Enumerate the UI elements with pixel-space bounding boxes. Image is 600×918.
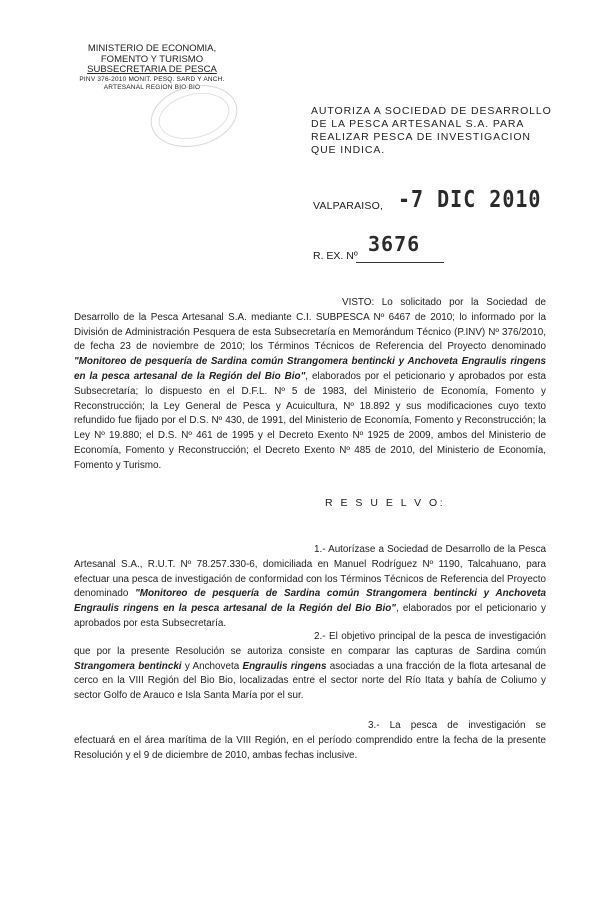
visto-paragraph (74, 296, 546, 474)
resolution-number: 3676 (368, 232, 421, 256)
article-2 (74, 630, 546, 704)
resolution-subject: AUTORIZA A SOCIEDAD DE DESARROLLO DE LA PESCA ARTESANAL S.A. PARA REALIZAR PESCA DE INVESTIGACION QUE INDICA. (311, 105, 552, 156)
article-1-text-a: 1.- Autorízase a Sociedad de Desarrollo de la Pesca Artesanal S.A., R.U.T. Nº 78.257.330-6, domiciliada en Manuel Rodríguez Nº 1190, Talcahuano, para efectuar una pesca de investigación de conformidad con los Términos Técnicos de Referencia del Proyecto denominado (74, 544, 546, 600)
ministry-division: FOMENTO Y TURISMO (100, 53, 204, 65)
place-label: VALPARAISO, (313, 200, 384, 212)
article-2-text-b: y Anchoveta (181, 660, 243, 672)
date-stamp: -7 DIC 2010 (398, 185, 542, 213)
project-title: "Monitoreo de pesquería de Sardina común Strangomera bentincki y Anchoveta Engraulis ringens en la pesca artesanal de la Región del Bio Bio" (74, 356, 546, 382)
resolution-label: R. EX. Nº (313, 250, 358, 262)
project-region: ARTESANAL REGION BIO BIO (103, 83, 201, 91)
ministry-name: MINISTERIO DE ECONOMIA, (87, 43, 217, 54)
article-3: 3.- La pesca de investigación se efectuará en el área marítima de la VIII Región, en el período comprendido entre la fecha de la presente Resolución y el 9 de diciembre de 2010, ambas fechas inclusive. (74, 720, 546, 761)
article-1-text-b: , elaborados por el peticionario y aprobados por esta Subsecretaría. (74, 603, 546, 629)
visto-text-b: , elaborados por el peticionario y aprobados por esta Subsecretaría; lo dispuesto en el D.F.L. Nº 5 de 1983, del Ministerio de Economía, Fomento y Reconstrucción; la Ley General de Pesca y Acuicultura, Nº 18.892 y sus modificaciones cuyo texto refundido fue fijado por el D.S. Nº 430, de 1991, del Ministerio de Economía, Fomento y Reconstrucción; la Ley Nº 19.880; el D.S. Nº 461 de 1995 y el Decreto Exento Nº 1925 de 2009, ambos del Ministerio de Economía, Fomento y Reconstrucción; el Decreto Exento Nº 485 de 2010, del Ministerio de Economía, Fomento y Turismo. (74, 370, 546, 471)
article-2-text-a: 2.- El objetivo principal de la pesca de investigación que por la presente Resolución se autoriza consiste en comparar las capturas de Sardina común (74, 631, 546, 657)
subsecretaria-name: SUBSECRETARIA DE PESCA (87, 64, 217, 75)
species-anchoveta: Engraulis ringens (242, 660, 327, 672)
article-1-project-title: "Monitoreo de pesquería de Sardina común Strangomera bentincki y Anchoveta Engraulis ringens en la pesca artesanal de la Región del Bio Bio" (74, 588, 546, 615)
project-code: PINV 376-2010 MONIT. PESQ. SARD Y ANCH. (79, 75, 225, 83)
resuelvo-heading: R E S U E L V O: (325, 497, 446, 509)
species-sardina: Strangomera bentincki (74, 660, 182, 672)
resolution-number-line (356, 262, 444, 263)
article-2-text-c: asociadas a una fracción de la flota artesanal de cerco en la VIII Región del Bio Bio, localizadas entre el sector norte del Río Itata y bahía de Coliumo y sector Golfo de Arauco e Isla Santa María por el sur. (74, 660, 546, 702)
article-1 (74, 543, 546, 632)
visto-text-a: VISTO: Lo solicitado por la Sociedad de Desarrollo de la Pesca Artesanal S.A. mediante C.I. SUBPESCA Nº 6467 de 2010; lo informado por la División de Administración Pesquera de esta Subsecretaría en Memorándum Técnico (P.INV) Nº 376/2010, de fecha 23 de noviembre de 2010; los Términos Técnicos de Referencia del Proyecto denominado (74, 297, 546, 353)
ministry-header (62, 44, 242, 92)
